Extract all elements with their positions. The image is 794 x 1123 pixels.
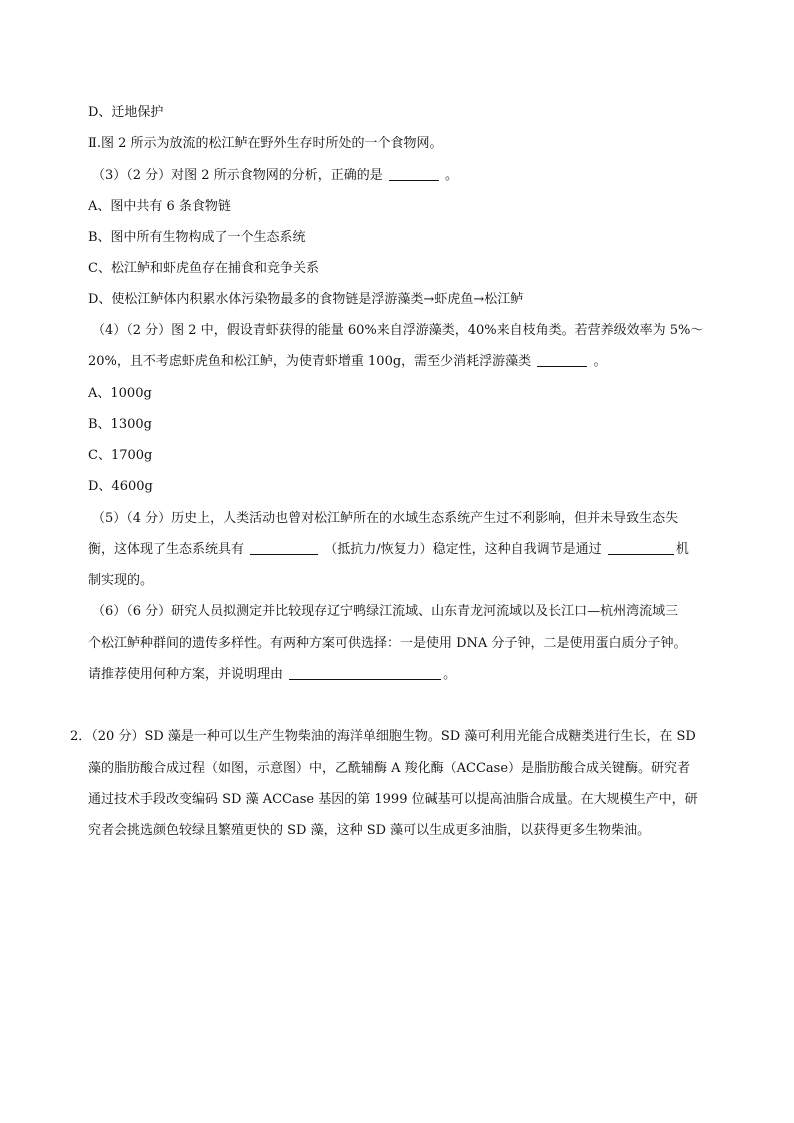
- problem-2-line-1: 2．（20 分）SD 藻是一种可以生产生物柴油的海洋单细胞生物。SD 藻可利用光能合成糖类进行生长，在 SD: [70, 729, 696, 744]
- question-4-end: 。: [593, 354, 607, 369]
- question-3-option-c: C、松江鲈和虾虎鱼存在捕食和竞争关系: [88, 261, 319, 276]
- problem-2-line-2: 藻的脂肪酸合成过程（如图，示意图）中，乙酰辅酶 A 羧化酶（ACCase）是脂肪酸合成关键酶。研究者: [88, 761, 691, 776]
- question-3-text: （3）（2 分）对图 2 所示食物网的分析，正确的是: [92, 168, 383, 183]
- answer-blank: [608, 540, 674, 555]
- question-5-line-1: （5）（4 分）历史上，人类活动也曾对松江鲈所在的水域生态系统产生过不利影响，但并未导致生态失: [92, 511, 679, 526]
- question-5-line-3: 制实现的。: [88, 573, 154, 588]
- problem-2-line-4: 究者会挑选颜色较绿且繁殖更快的 SD 藻，这种 SD 藻可以生成更多油脂，以获得更多生物柴油。: [88, 823, 651, 838]
- question-4-option-a: A、1000g: [88, 386, 152, 401]
- question-4-option-b: B、1300g: [88, 417, 152, 432]
- option-d-previous: D、迁地保护: [88, 105, 164, 120]
- part-2-intro: Ⅱ.图 2 所示为放流的松江鲈在野外生存时所处的一个食物网。: [88, 136, 443, 151]
- question-4-option-d: D、4600g: [88, 479, 153, 494]
- answer-blank: [389, 166, 439, 181]
- question-5-text-a: 衡，这体现了生态系统具有: [88, 542, 245, 557]
- question-4-line-2: [88, 352, 606, 372]
- question-3-end: 。: [445, 168, 459, 183]
- question-6-text: 请推荐使用何种方案，并说明理由: [88, 667, 284, 682]
- question-6-end: 。: [443, 667, 457, 682]
- question-3-option-a: A、图中共有 6 条食物链: [88, 199, 231, 214]
- problem-2-line-3: 通过技术手段改变编码 SD 藻 ACCase 基因的第 1999 位碱基可以提高油脂合成量。在大规模生产中，研: [88, 792, 698, 807]
- question-5-text-c: 机: [675, 542, 689, 557]
- question-5-line-2: [88, 540, 689, 560]
- question-6-line-3: [88, 665, 456, 685]
- question-6-line-1: （6）（6 分）研究人员拟测定并比较现存辽宁鸭绿江流域、山东青龙河流域以及长江口—杭州湾流域三: [92, 604, 679, 619]
- question-3-option-b: B、图中所有生物构成了一个生态系统: [88, 230, 306, 245]
- answer-blank: [289, 665, 441, 680]
- question-4-line-1: （4）（2 分）图 2 中，假设青虾获得的能量 60%来自浮游藻类，40%来自枝角类。若营养级效率为 5%～: [92, 323, 704, 338]
- question-3-option-d: D、使松江鲈体内积累水体污染物最多的食物链是浮游藻类→虾虎鱼→松江鲈: [88, 292, 524, 307]
- question-4-text: 20%，且不考虑虾虎鱼和松江鲈，为使青虾增重 100g，需至少消耗浮游藻类: [88, 354, 532, 369]
- question-3-stem: [92, 166, 458, 186]
- answer-blank: [250, 540, 318, 555]
- question-4-option-c: C、1700g: [88, 448, 153, 463]
- answer-blank: [537, 352, 587, 367]
- question-6-line-2: 个松江鲈种群间的遗传多样性。有两种方案可供选择：一是使用 DNA 分子钟，二是使用蛋白质分子钟。: [88, 636, 687, 651]
- question-5-text-b: （抵抗力/恢复力）稳定性，这种自我调节是通过: [324, 542, 602, 557]
